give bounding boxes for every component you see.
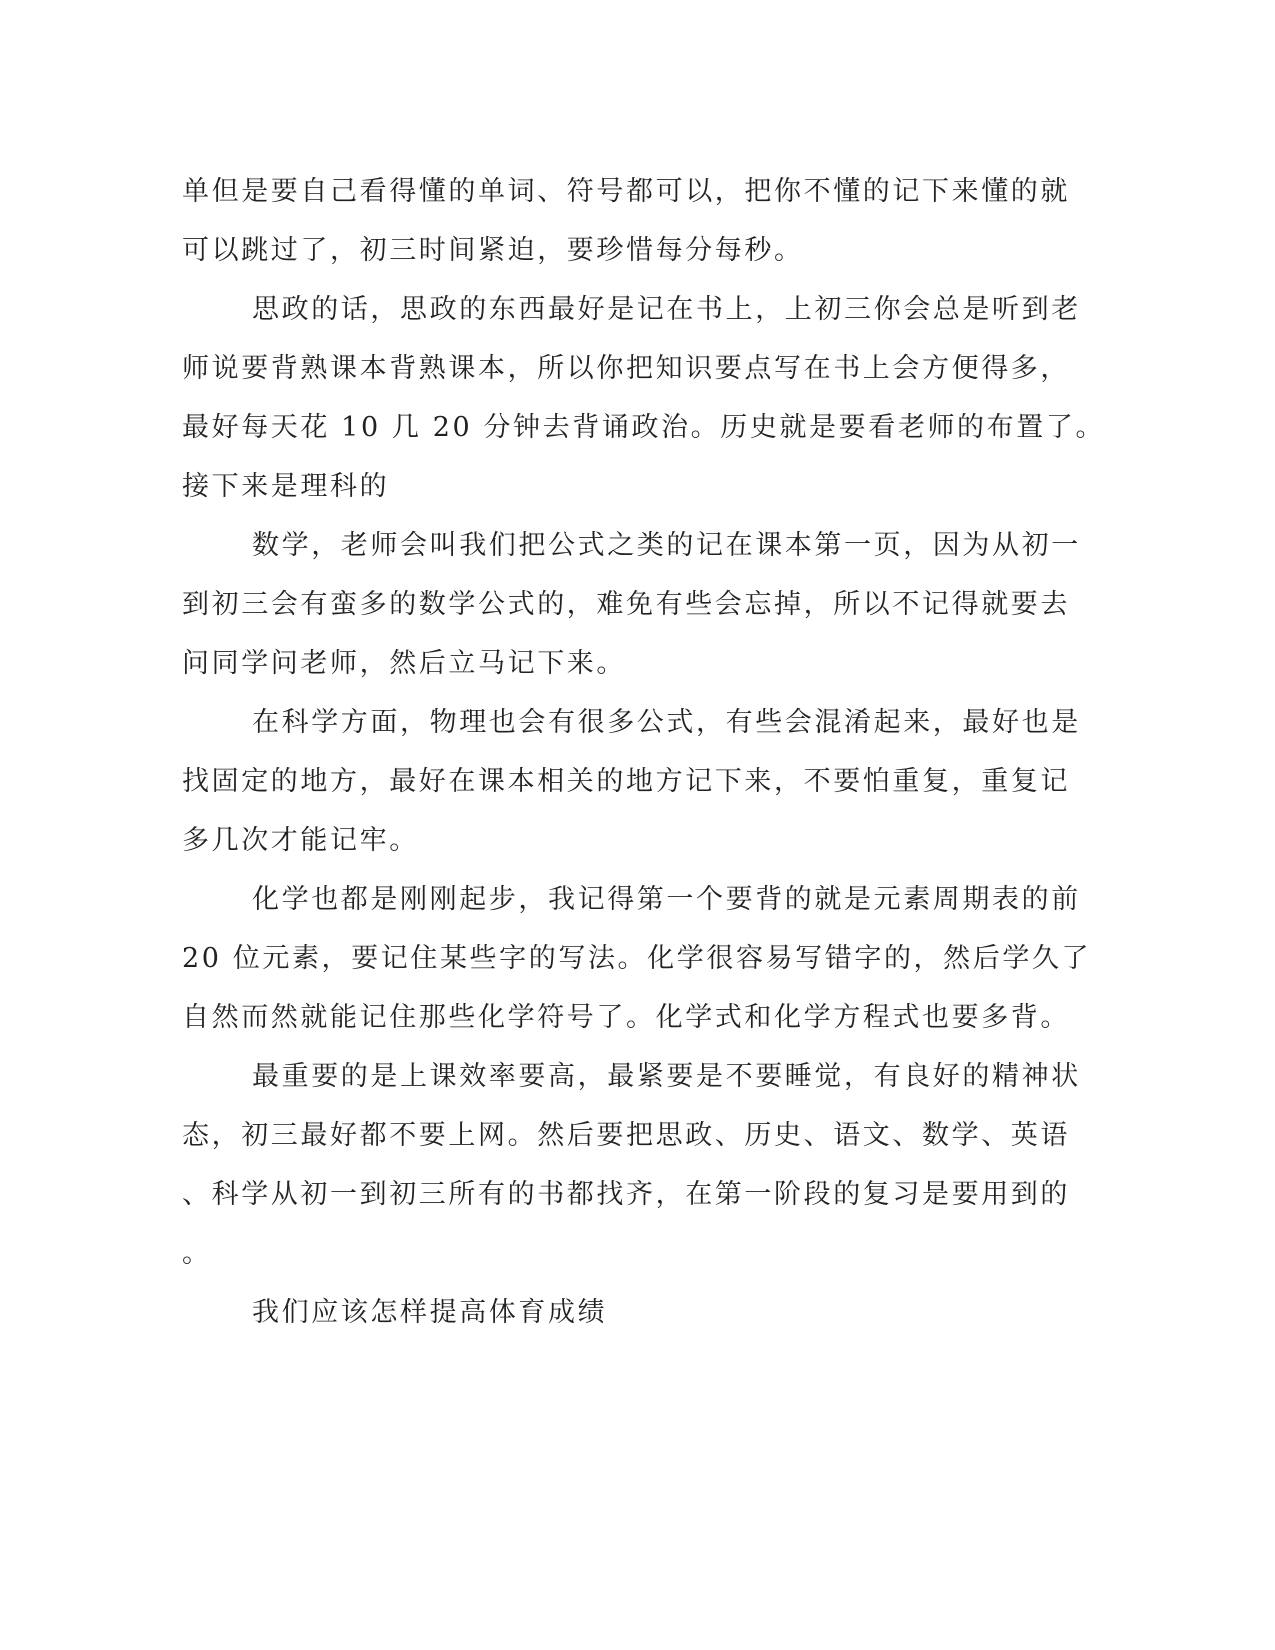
text-line: 到初三会有蛮多的数学公式的，难免有些会忘掉，所以不记得就要去	[182, 589, 1070, 620]
text-line: 最重要的是上课效率要高，最紧要是不要睡觉，有良好的精神状	[252, 1061, 1081, 1092]
paragraph	[182, 1047, 1081, 1283]
text-line: 在科学方面，物理也会有很多公式，有些会混淆起来，最好也是	[252, 707, 1081, 738]
text-line: 自然而然就能记住那些化学符号了。化学式和化学方程式也要多背。	[182, 1002, 1070, 1033]
text-line: 我们应该怎样提高体育成绩	[252, 1297, 608, 1328]
text-line: 多几次才能记牢。	[182, 825, 419, 856]
text-line: 思政的话，思政的东西最好是记在书上，上初三你会总是听到老	[252, 294, 1081, 325]
text-line: 化学也都是刚刚起步，我记得第一个要背的就是元素周期表的前	[252, 884, 1081, 915]
paragraph	[182, 870, 1092, 1047]
paragraph	[182, 280, 1106, 516]
paragraph	[182, 162, 1070, 280]
text-line: 问同学问老师，然后立马记下来。	[182, 648, 626, 679]
text-line: 找固定的地方，最好在课本相关的地方记下来，不要怕重复，重复记	[182, 766, 1070, 797]
text-line: 可以跳过了，初三时间紧迫，要珍惜每分每秒。	[182, 235, 804, 266]
paragraph	[182, 516, 1081, 693]
text-line: 接下来是理科的	[182, 471, 390, 502]
text-line: 20 位元素，要记住某些字的写法。化学很容易写错字的，然后学久了	[182, 943, 1092, 974]
document-body	[182, 162, 1106, 1342]
text-line: 数学，老师会叫我们把公式之类的记在课本第一页，因为从初一	[252, 530, 1081, 561]
text-line: 师说要背熟课本背熟课本，所以你把知识要点写在书上会方便得多，	[182, 353, 1070, 384]
text-line: 单但是要自己看得懂的单词、符号都可以，把你不懂的记下来懂的就	[182, 176, 1070, 207]
text-line: 态，初三最好都不要上网。然后要把思政、历史、语文、数学、英语	[182, 1120, 1070, 1151]
paragraph	[182, 693, 1081, 870]
text-line: 、科学从初一到初三所有的书都找齐，在第一阶段的复习是要用到的	[182, 1179, 1070, 1210]
text-line: 最好每天花 10 几 20 分钟去背诵政治。历史就是要看老师的布置了。	[182, 412, 1106, 443]
heading-paragraph	[182, 1283, 1042, 1342]
text-line: 。	[182, 1238, 212, 1269]
